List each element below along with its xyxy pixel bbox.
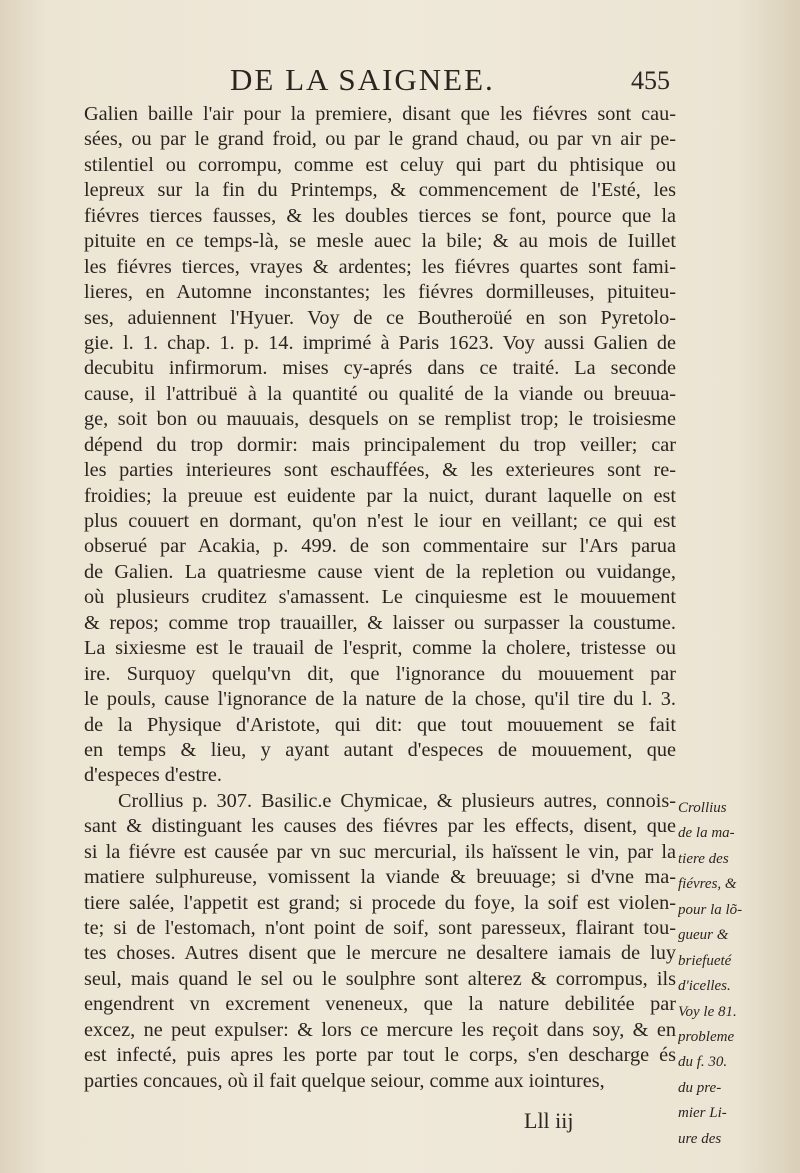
text-line: engendrent vn excrement veneneux, que la nature debilitée par (84, 993, 676, 1016)
margin-note-line: tiere des (678, 850, 729, 867)
margin-note-line: du pre- (678, 1079, 722, 1096)
text-line: matiere sulphureuse, vomissent la viande & breuuage; si d'vne ma- (84, 866, 676, 889)
text-line: seul, mais quand le sel ou le soulphre sont alterez & corrompus, ils (84, 967, 676, 990)
text-line: les parties interieures sont eschauffées, & les exterieures sont re- (84, 459, 676, 482)
margin-note-line: d'icelles. (678, 978, 731, 995)
page-number: 455 (631, 66, 670, 95)
body-text (84, 102, 676, 1094)
text-line: parties concaues, où il fait quelque seiour, comme aux iointures, (84, 1069, 605, 1092)
text-line: froidies; la preuue est euidente par la nuict, durant laquelle on est (84, 484, 676, 507)
margin-note-line: probleme (678, 1028, 735, 1045)
running-title: DE LA SAIGNEE. (230, 62, 495, 97)
text-line: est infecté, puis apres les porte par tout le corps, s'en descharge és (84, 1044, 676, 1067)
text-line: decubitu infirmorum. mises cy-aprés dans ce traité. La seconde (84, 357, 676, 380)
margin-note-line: de la ma- (678, 825, 735, 842)
text-line: ire. Surquoy quelqu'vn dit, que l'ignorance du mouuement par (84, 662, 676, 685)
text-line: sées, ou par le grand froid, ou par le grand chaud, ou par vn air pe- (84, 128, 676, 151)
text-line: lepreux sur la fin du Printemps, & commencement de l'Esté, les (84, 179, 676, 202)
margin-note-line: Voy le 81. (678, 1003, 737, 1020)
text-line: sant & distinguant les causes des fiévres par les effects, disent, que (84, 815, 676, 838)
text-line: gie. l. 1. chap. 1. p. 14. imprimé à Paris 1623. Voy aussi Galien de (84, 331, 676, 354)
margin-note-line: fiévres, & (678, 876, 737, 893)
text-line: en temps & lieu, y ayant autant d'especes de mouuement, que (84, 738, 676, 761)
text-line: si la fiévre est causée par vn suc mercurial, ils haïssent le vin, par la (84, 840, 676, 863)
text-line: pituite en ce temps-là, se mesle auec la bile; & au mois de Iuillet (84, 230, 676, 253)
text-line: dépend du trop dormir: mais principalement du trop veiller; car (84, 433, 676, 456)
text-line: Crollius p. 307. Basilic.e Chymicae, & plusieurs autres, connois- (118, 789, 676, 812)
text-line: stilentiel ou corrompu, comme est celuy qui part du phtisique ou (84, 153, 676, 176)
text-line: lieres, en Automne inconstantes; les fiévres dormilleuses, pituiteu- (84, 281, 676, 304)
margin-note-line: gueur & (678, 927, 729, 944)
text-line: le pouls, cause l'ignorance de la nature de la chose, qu'il tire du l. 3. (84, 688, 676, 711)
text-line: tes choses. Autres disent que le mercure ne desaltere iamais de luy (84, 942, 676, 965)
margin-note-line: du f. 30. (678, 1054, 728, 1071)
margin-note (678, 796, 786, 1152)
text-line: cause, il l'attribuë à la quantité ou qualité de la viande ou breuua- (84, 382, 676, 405)
text-line: excez, ne peut expulser: & lors ce mercure les reçoit dans soy, & en (84, 1018, 676, 1041)
text-line: plus couuert en dormant, qu'on n'est le iour en veillant; ce qui est (84, 510, 676, 532)
margin-note-line: Crollius (678, 800, 727, 816)
text-line: Galien baille l'air pour la premiere, disant que les fiévres sont cau- (84, 103, 676, 125)
text-line: ses, aduiennent l'Hyuer. Voy de ce Boutheroüé en son Pyretolo- (84, 306, 676, 329)
page-header (230, 62, 670, 102)
text-line: ge, soit bon ou mauuais, desquels on se remplist trop; le troisiesme (84, 408, 676, 431)
text-line: La sixiesme est le trauail de l'esprit, comme la cholere, tristesse ou (84, 637, 676, 660)
text-line: les fiévres tierces, vrayes & ardentes; les fiévres quartes sont fami- (84, 255, 676, 278)
text-line: de la Physique d'Aristote, qui dit: que tout mouuement se fait (84, 713, 676, 736)
text-line: de Galien. La quatriesme cause vient de la repletion ou vuidange, (84, 560, 676, 583)
margin-note-line: pour la lõ- (678, 901, 743, 918)
text-line: te; si de l'estomach, n'ont point de soif, sont paresseux, flairant tou- (84, 917, 676, 939)
margin-note-line: ure des (678, 1130, 722, 1147)
text-line: où plusieurs cruditez s'amassent. Le cinquiesme est le mouuement (84, 586, 676, 609)
text-line: tiere salée, l'appetit est grand; si procede du foye, la soif est violen- (84, 891, 676, 914)
text-line: fiévres tierces fausses, & les doubles tierces se font, pource que la (84, 204, 676, 227)
signature-mark: Lll iij (524, 1108, 574, 1133)
text-line: & repos; comme trop trauailler, & laisser ou surpasser la coustume. (84, 611, 676, 634)
text-line: obserué par Acakia, p. 499. de son commentaire sur l'Ars parua (84, 535, 676, 558)
margin-note-line: briefueté (678, 952, 732, 969)
margin-note-line: mier Li- (678, 1105, 727, 1122)
text-line: d'especes d'estre. (84, 764, 222, 787)
